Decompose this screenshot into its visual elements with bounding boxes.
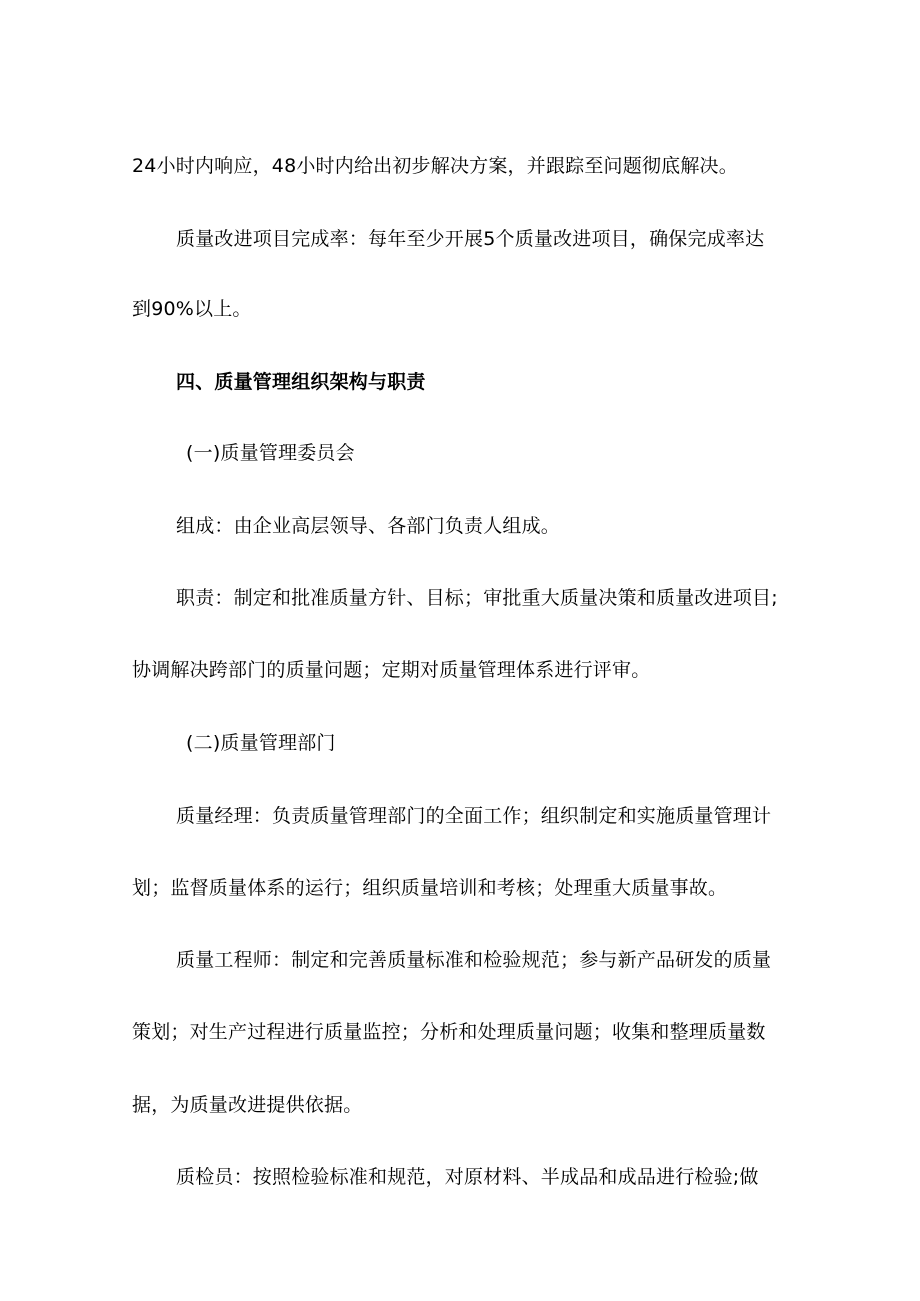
- paragraph-line-committee-duties-cont: 协调解决跨部门的质量问题；定期对质量管理体系进行评审。: [132, 659, 651, 681]
- paragraph-line-committee-duties: 职责：制定和批准质量方针、目标；审批重大质量决策和质量改进项目;: [176, 587, 778, 609]
- section-heading-organization: 四、质量管理组织架构与职责: [176, 371, 426, 393]
- paragraph-line-inspector: 质检员：按照检验标准和规范，对原材料、半成品和成品进行检验;做: [176, 1166, 759, 1188]
- paragraph-line-response-time: 24小时内响应，48小时内给出初步解决方案，并跟踪至问题彻底解决。: [132, 155, 738, 177]
- subsection-heading-department: (二)质量管理部门: [186, 732, 336, 754]
- paragraph-line-quality-engineer: 质量工程师：制定和完善质量标准和检验规范；参与新产品研发的质量: [176, 949, 772, 971]
- paragraph-line-improvement-rate: 质量改进项目完成率：每年至少开展5个质量改进项目，确保完成率达: [176, 228, 765, 250]
- paragraph-line-quality-manager-cont: 划；监督质量体系的运行；组织质量培训和考核；处理重大质量事故。: [132, 877, 728, 899]
- paragraph-line-quality-engineer-cont: 策划；对生产过程进行质量监控；分析和处理质量问题；收集和整理质量数: [132, 1021, 766, 1043]
- paragraph-line-quality-engineer-cont2: 据，为质量改进提供依据。: [132, 1094, 363, 1116]
- paragraph-line-improvement-rate-cont: 到90%以上。: [132, 298, 252, 320]
- subsection-heading-committee: (一)质量管理委员会: [186, 442, 355, 464]
- paragraph-line-quality-manager: 质量经理：负责质量管理部门的全面工作；组织制定和实施质量管理计: [176, 805, 772, 827]
- paragraph-line-committee-composition: 组成：由企业高层领导、各部门负责人组成。: [176, 515, 561, 537]
